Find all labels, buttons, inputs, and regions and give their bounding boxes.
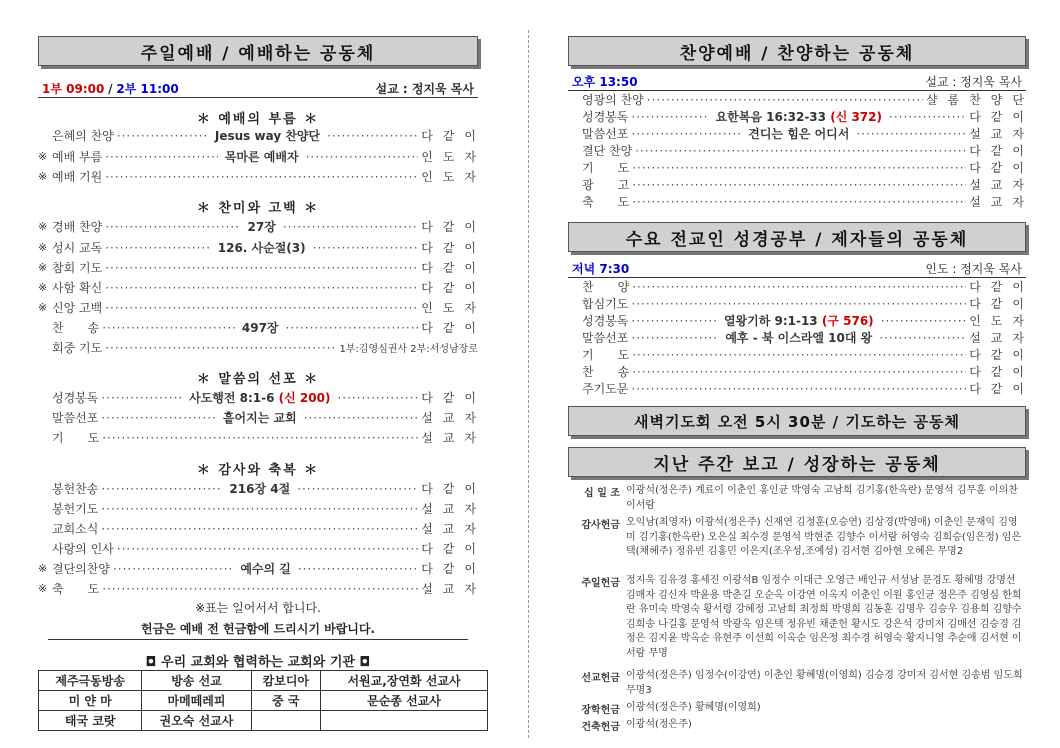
leader-dots xyxy=(101,522,418,536)
order-item-name: 은혜의 찬양 xyxy=(52,129,114,143)
sunday-order-row xyxy=(38,168,486,185)
weekly-report-banner: 지난 주간 보고 / 성장하는 공동체 xyxy=(568,447,1026,477)
order-item-leader: 설교자 xyxy=(421,582,486,596)
standing-mark: ※ xyxy=(38,170,48,183)
standing-mark: ※ xyxy=(38,241,48,254)
report-names: 정지욱 김유경 홍세진 이광석B 임정수 이대근 오영근 배인규 서성남 문경도 황혜명 강명선 김매자 김신자 박윤용 박춘길 오순옥 이강연 이옥지 이춘인 이원 홍인균 정은주 김영심 한희란 유미숙 박영숙 황서령 강혜정 고남희 최정희 박명희 김동훈 김명우 김승우 김용희 김향수 김희송 나길홍 문영석 박광옥 임은택 정유빈 채준헌 황시도 강은석 강미저 김매선 김승경 김정은 김지윤 박옥순 유현주 이선희 이옥순 임은정 최수경 허영숙 황지니영 추순애 김서현 이서람 무명 xyxy=(626,575,1022,659)
order-item-content xyxy=(720,312,878,329)
sunday-order-row xyxy=(38,429,486,446)
section-title-praise: ＊ 찬미와 고백 ＊ xyxy=(196,201,320,216)
order-item-text: 목마른 예배자 xyxy=(224,150,299,164)
praise-time-row xyxy=(568,73,1026,91)
order-item-leader: 설교자 xyxy=(421,411,486,425)
sunday-order-row xyxy=(38,560,486,577)
order-item-name: 사함 확신 xyxy=(52,281,103,295)
wednesday-order-row xyxy=(568,329,1034,346)
praise-time: 오후 13:50 xyxy=(572,75,638,89)
praise-preacher: 설교 : 정지욱 목사 xyxy=(925,75,1022,89)
order-item-name: 찬 양 xyxy=(582,280,630,294)
first-service-time: 1부 09:00 xyxy=(42,82,105,96)
sunday-order-row xyxy=(38,389,486,406)
praise-worship-banner: 찬양예배 / 찬양하는 공동체 xyxy=(568,36,1026,66)
report-label: 건축헌금 xyxy=(581,722,620,733)
wednesday-leader: 인도 : 정지욱 목사 xyxy=(925,262,1022,276)
order-item-content xyxy=(744,125,853,142)
leader-dots xyxy=(102,431,418,445)
partner-cell: 권오숙 선교사 xyxy=(142,711,251,731)
wednesday-order-row xyxy=(568,380,1034,397)
partner-cell: 미 얀 마 xyxy=(39,691,142,711)
leader-dots xyxy=(102,321,235,335)
leader-dots xyxy=(632,280,966,294)
order-item-content xyxy=(221,148,303,165)
order-item-name: 합심기도 xyxy=(582,297,629,311)
order-item-content xyxy=(236,560,295,577)
partner-cell: 문순종 선교사 xyxy=(321,691,488,711)
report-label: 십 일 조 xyxy=(584,488,620,499)
order-item-name: 봉헌찬송 xyxy=(52,482,99,496)
order-item-name: 봉헌기도 xyxy=(52,502,99,516)
wednesday-order-row xyxy=(568,278,1034,295)
report-entry xyxy=(568,718,1026,733)
order-item-leader: 다같이 xyxy=(421,542,486,556)
order-item-text: 예수의 길 xyxy=(240,562,291,576)
sunday-order-row xyxy=(38,148,486,165)
sunday-order-row xyxy=(38,127,486,144)
leader-dots xyxy=(105,150,218,164)
order-item-leader: 다같이 xyxy=(969,280,1034,294)
order-item-text: 견디는 힘은 어디서 xyxy=(748,127,850,141)
partner-cell: 서원교,장연화 선교사 xyxy=(321,671,488,691)
partner-cell: 캄보디아 xyxy=(251,671,320,691)
order-item-content xyxy=(211,127,324,144)
order-item-name: 교회소식 xyxy=(52,522,99,536)
section-title-call: ＊ 예배의 부름 ＊ xyxy=(196,112,320,127)
order-item-leader: 설교자 xyxy=(969,178,1034,192)
leader-dots xyxy=(105,170,418,184)
sunday-order-row xyxy=(38,279,486,296)
section-title-thanks: ＊ 감사와 축복 ＊ xyxy=(196,463,320,478)
sunday-order-row xyxy=(38,580,486,597)
order-item-text: 216장 4절 xyxy=(229,482,291,496)
leader-dots xyxy=(631,297,966,311)
leader-dots xyxy=(632,161,966,175)
leader-dots xyxy=(306,150,419,164)
order-item-leader: 다같이 xyxy=(969,297,1034,311)
report-entry xyxy=(568,669,1026,698)
partner-cell: 방송 선교 xyxy=(142,671,251,691)
praise-order-row xyxy=(568,125,1034,142)
praise-order-row xyxy=(568,142,1034,159)
order-item-content xyxy=(214,239,310,256)
partner-cell: 제주극동방송 xyxy=(39,671,142,691)
standing-mark: ※ xyxy=(38,281,48,294)
order-item-leader: 설교자 xyxy=(969,331,1034,345)
order-item-leader: 인도자 xyxy=(421,170,486,184)
sunday-order-row xyxy=(38,409,486,426)
sunday-order-row xyxy=(38,520,486,537)
leader-dots xyxy=(117,129,208,143)
sunday-order-row xyxy=(38,259,486,276)
order-item-name: 예배 기원 xyxy=(52,170,103,184)
wednesday-time: 저녁 7:30 xyxy=(572,262,630,276)
order-item-content xyxy=(712,108,886,125)
partners-title: ◘ 우리 교회와 협력하는 교회와 기관 ◘ xyxy=(145,655,371,670)
order-item-name: 말씀선포 xyxy=(582,331,629,345)
sunday-order-row xyxy=(38,339,478,356)
report-names: 이광석(정은주) 임정수(이강연) 이춘인 황혜명(이영희) 김승경 강미저 김서현 김송범 임도희 무명3 xyxy=(626,670,1023,696)
leader-dots xyxy=(632,365,966,379)
order-item-name: 말씀선포 xyxy=(582,127,629,141)
order-item-name: 말씀선포 xyxy=(52,411,99,425)
order-item-name: 축 도 xyxy=(52,582,100,596)
order-item-leader: 다같이 xyxy=(421,391,486,405)
order-item-content xyxy=(185,389,334,406)
leader-dots xyxy=(632,348,966,362)
order-item-name: 회중 기도 xyxy=(52,341,103,355)
leader-dots xyxy=(286,321,419,335)
order-item-leader: 다같이 xyxy=(969,348,1034,362)
wednesday-order-row xyxy=(568,346,1034,363)
standing-mark: ※ xyxy=(38,562,48,575)
wednesday-order-row xyxy=(568,363,1034,380)
report-label: 장학헌금 xyxy=(581,705,620,716)
standing-note: ※표는 일어서서 합니다. xyxy=(195,601,321,615)
order-item-name: 사랑의 인사 xyxy=(52,542,114,556)
order-item-text: 사도행전 8:1-6 xyxy=(189,391,275,405)
leader-dots xyxy=(298,562,418,576)
praise-order-row xyxy=(568,176,1034,193)
hymnal-page-ref: (신 372) xyxy=(830,110,882,124)
order-item-name: 기 도 xyxy=(582,348,630,362)
leader-dots xyxy=(632,178,966,192)
order-item-leader: 다같이 xyxy=(969,110,1034,124)
time-separator: / xyxy=(108,82,113,96)
sunday-order-row xyxy=(38,500,486,517)
order-item-leader: 다같이 xyxy=(421,129,486,143)
order-item-name: 주기도문 xyxy=(582,382,629,396)
hymnal-page-ref: (신 200) xyxy=(278,391,331,405)
leader-dots xyxy=(327,129,418,143)
partner-cell: 마메떼레피 xyxy=(142,691,251,711)
wednesday-study-banner: 수요 전교인 성경공부 / 제자들의 공동체 xyxy=(568,222,1026,252)
order-item-content xyxy=(219,409,301,426)
wednesday-order-row xyxy=(568,295,1034,312)
order-item-name: 성경봉독 xyxy=(582,314,629,328)
order-item-name: 결단 찬양 xyxy=(582,144,633,158)
order-item-name: 영광의 찬양 xyxy=(582,93,644,107)
leader-dots xyxy=(297,482,418,496)
leader-dots xyxy=(101,411,216,425)
sunday-order-row xyxy=(38,218,486,235)
leader-dots xyxy=(631,331,718,345)
leader-dots xyxy=(337,391,418,405)
sunday-order-row xyxy=(38,239,486,256)
leader-dots xyxy=(105,301,418,315)
partners-row xyxy=(39,711,488,731)
partners-table xyxy=(38,670,488,731)
leader-dots xyxy=(102,582,418,596)
order-item-leader: 설교자 xyxy=(421,522,486,536)
order-item-content xyxy=(225,480,294,497)
report-label: 감사헌금 xyxy=(581,520,620,531)
report-entry xyxy=(568,574,1026,661)
order-item-text: 열왕기하 9:1-13 xyxy=(723,314,818,328)
order-item-name: 성경봉독 xyxy=(582,110,629,124)
order-item-leader: 다같이 xyxy=(421,220,486,234)
leader-dots xyxy=(631,382,966,396)
partners-row xyxy=(39,691,488,711)
leader-dots xyxy=(101,391,182,405)
second-service-time: 2부 11:00 xyxy=(116,82,179,96)
order-item-leader: 설교자 xyxy=(421,431,486,445)
leader-dots xyxy=(631,127,741,141)
order-item-leader: 설교자 xyxy=(421,502,486,516)
leader-dots xyxy=(879,331,966,345)
leader-dots xyxy=(881,314,967,328)
order-item-leader: 다같이 xyxy=(421,281,486,295)
hymnal-page-ref: (구 576) xyxy=(821,314,874,328)
sunday-worship-banner: 주일예배 / 예배하는 공동체 xyxy=(38,36,478,66)
order-item-text: 예후 - 북 이스라엘 10대 왕 xyxy=(725,331,873,345)
order-item-name: 찬 송 xyxy=(582,365,630,379)
leader-dots xyxy=(105,261,418,275)
order-item-name: 성경봉독 xyxy=(52,391,99,405)
leader-dots xyxy=(105,241,211,255)
order-item-text: 27장 xyxy=(247,220,276,234)
standing-mark: ※ xyxy=(38,150,48,163)
leader-dots xyxy=(632,195,966,209)
report-entry xyxy=(568,701,1026,716)
order-item-leader: 설교자 xyxy=(969,195,1034,209)
order-item-name: 결단의찬양 xyxy=(52,562,110,576)
leader-dots xyxy=(101,502,418,516)
order-item-name: 찬 송 xyxy=(52,321,100,335)
praise-order-row xyxy=(568,159,1034,176)
wednesday-order-row xyxy=(568,312,1034,329)
report-names: 오익남(최영자) 이광석(정은주) 신재연 김정훈(오승연) 김상경(박영애) 이춘인 문재익 김영미 김기홍(한옥란) 오은실 최수경 문영석 박현준 김향수 이서람 허영숙 김희승(임은정) 임은택(채혜주) 정유빈 김홍민 이은지(조우성,조예성) 김서현 김아현 오혜은 무명2 xyxy=(626,517,1022,557)
praise-order-row xyxy=(568,193,1034,210)
order-item-leader: 다같이 xyxy=(421,562,486,576)
sunday-preacher: 설교 : 정지욱 목사 xyxy=(375,82,474,96)
order-item-name: 경배 찬양 xyxy=(52,220,103,234)
order-item-text: 흩어지는 교회 xyxy=(222,411,297,425)
order-item-text: 요한복음 16:32-33 xyxy=(715,110,827,124)
partner-cell: 태국 코랏 xyxy=(39,711,142,731)
sunday-order-row xyxy=(38,319,486,336)
order-item-content xyxy=(721,329,876,346)
order-item-name: 광 고 xyxy=(582,178,630,192)
order-item-content xyxy=(244,218,280,235)
order-item-leader: 다같이 xyxy=(421,321,486,335)
leader-dots xyxy=(105,281,418,295)
order-item-leader: 다같이 xyxy=(969,382,1034,396)
offering-note: 헌금은 예배 전 헌금함에 드리시기 바랍니다. xyxy=(140,622,376,636)
sunday-order-row xyxy=(38,480,486,497)
order-item-content xyxy=(238,319,283,336)
report-entry xyxy=(568,484,1026,513)
standing-mark: ※ xyxy=(38,220,48,233)
order-item-name: 신앙 고백 xyxy=(52,301,103,315)
order-item-name: 축 도 xyxy=(582,195,630,209)
order-item-text: 497장 xyxy=(241,321,279,335)
order-item-leader: 인도자 xyxy=(421,150,486,164)
order-item-leader: 다같이 xyxy=(969,161,1034,175)
left-column xyxy=(38,0,486,748)
leader-dots xyxy=(631,314,717,328)
leader-dots xyxy=(647,93,923,107)
order-item-leader: 다같이 xyxy=(421,482,486,496)
praise-order-row xyxy=(568,91,1034,108)
leader-dots xyxy=(283,220,418,234)
leader-dots xyxy=(313,241,419,255)
order-item-leader: 인도자 xyxy=(421,301,486,315)
sunday-time-row xyxy=(38,80,478,98)
order-item-leader: 설교자 xyxy=(969,127,1034,141)
report-names: 이광석(정은주) 황혜명(이영희) xyxy=(626,702,761,713)
report-names: 이광석(정은주) xyxy=(626,719,692,730)
order-item-leader: 다같이 xyxy=(421,261,486,275)
leader-dots xyxy=(105,341,336,355)
order-item-leader: 1부:김영심권사 2부:서성남장로 xyxy=(339,344,478,355)
report-entry xyxy=(568,516,1026,560)
order-item-leader: 다같이 xyxy=(421,241,486,255)
leader-dots xyxy=(631,110,708,124)
order-item-leader: 다같이 xyxy=(969,365,1034,379)
leader-dots xyxy=(635,144,966,158)
order-item-text: 126. 사순절(3) xyxy=(217,241,306,255)
sunday-order-row xyxy=(38,540,486,557)
order-item-name: 기 도 xyxy=(582,161,630,175)
sunday-order-row xyxy=(38,299,486,316)
partner-cell xyxy=(321,711,488,731)
standing-mark: ※ xyxy=(38,261,48,274)
partners-row xyxy=(39,671,488,691)
leader-dots xyxy=(101,482,222,496)
order-item-name: 성시 교독 xyxy=(52,241,103,255)
standing-mark: ※ xyxy=(38,301,48,314)
leader-dots xyxy=(117,542,418,556)
report-names: 이광석(정은주) 계료이 이춘인 홍인균 박영숙 고남희 김기홍(한옥란) 문영석 김무훈 이의찬 이서람 xyxy=(626,485,1018,511)
order-item-name: 참회 기도 xyxy=(52,261,103,275)
report-label: 선교헌금 xyxy=(581,673,620,684)
order-item-text: Jesus way 찬양단 xyxy=(214,129,321,143)
order-item-name: 기 도 xyxy=(52,431,100,445)
leader-dots xyxy=(113,562,233,576)
leader-dots xyxy=(889,110,966,124)
dawn-prayer-banner: 새벽기도회 오전 5시 30분 / 기도하는 공동체 xyxy=(568,406,1026,436)
partners-rule xyxy=(48,639,468,640)
standing-mark: ※ xyxy=(38,582,48,595)
order-item-name: 예배 부름 xyxy=(52,150,103,164)
right-column xyxy=(568,0,1034,748)
column-divider xyxy=(528,30,529,738)
leader-dots xyxy=(856,127,966,141)
report-label: 주일헌금 xyxy=(581,578,620,589)
leader-dots xyxy=(304,411,419,425)
order-item-leader: 샬롬찬양단 xyxy=(926,93,1034,107)
order-item-leader: 인도자 xyxy=(969,314,1034,328)
praise-order-row xyxy=(568,108,1034,125)
partner-cell: 중 국 xyxy=(251,691,320,711)
wednesday-time-row xyxy=(568,260,1026,278)
order-item-leader: 다같이 xyxy=(969,144,1034,158)
partner-cell xyxy=(251,711,320,731)
section-title-word: ＊ 말씀의 선포 ＊ xyxy=(196,372,320,387)
leader-dots xyxy=(105,220,240,234)
